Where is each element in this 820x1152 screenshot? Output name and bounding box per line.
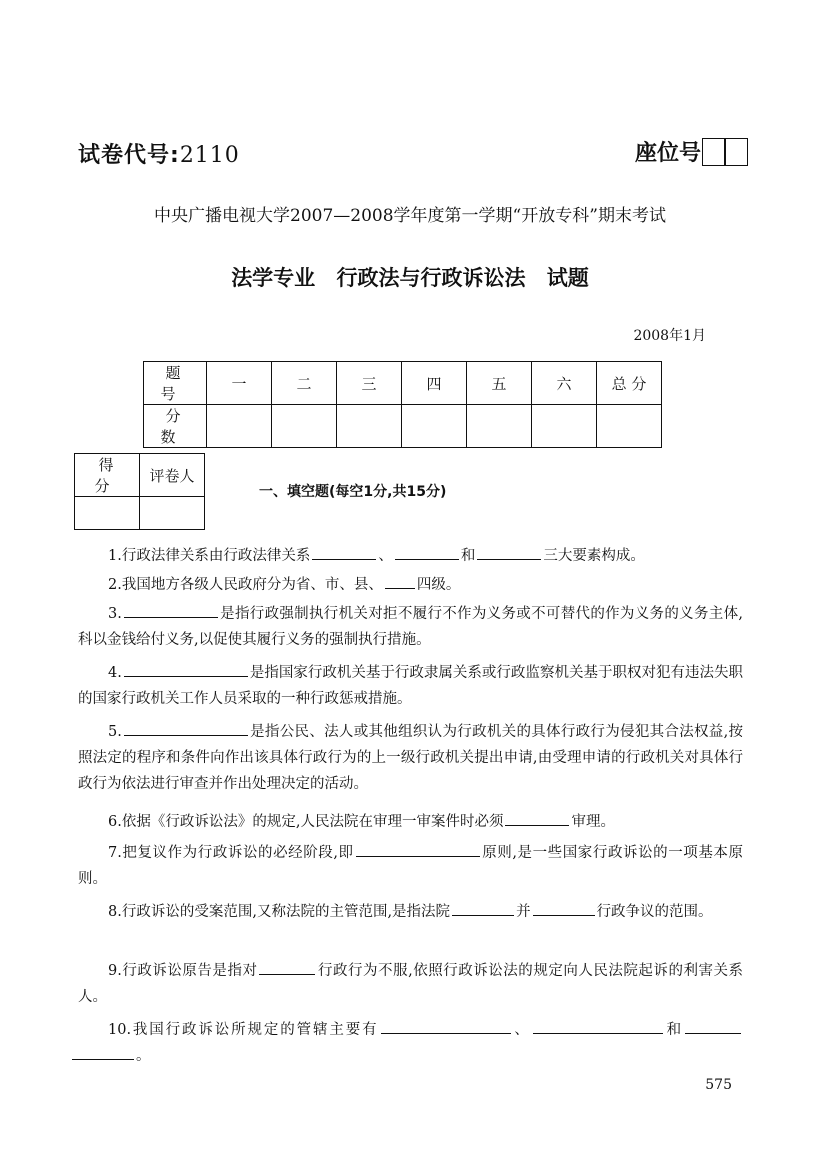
question-text: 6.依据《行政诉讼法》的规定,人民法院在审理一审案件时必须	[108, 814, 504, 830]
score-cell	[207, 405, 272, 448]
question-3	[78, 601, 743, 653]
seat-label: 座位号	[634, 141, 701, 166]
exam-date: 2008年1月	[633, 328, 706, 344]
question-2	[78, 572, 743, 598]
page-number: 575	[705, 1077, 732, 1093]
grader-name-label: 评卷人	[140, 454, 205, 497]
score-header-cell: 三	[337, 362, 402, 405]
paper-code-label: 试卷代号:	[78, 143, 180, 168]
question-text: 、	[378, 548, 393, 564]
score-header-cell: 六	[532, 362, 597, 405]
question-text: 原则,是一些国家行政诉讼的一项基本原则。	[78, 845, 744, 887]
question-text: 三大要素构成。	[543, 548, 645, 564]
question-text: 和	[460, 548, 476, 564]
question-text: 8.行政诉讼的受案范围,又称法院的主管范围,是指法院	[108, 904, 451, 920]
question-text: 9.行政诉讼原告是指对	[108, 963, 258, 979]
score-header-cell: 四	[402, 362, 467, 405]
seat-number	[635, 136, 748, 167]
question-text: 是指国家行政机关基于行政隶属关系或行政监察机关基于职权对犯有违法失职的国家行政机关工作人员采取的一种行政惩戒措施。	[78, 665, 743, 707]
score-table-header-row	[144, 362, 662, 405]
answer-blank	[477, 544, 541, 560]
answer-blank	[685, 1018, 741, 1034]
question-5	[78, 719, 743, 797]
answer-blank	[124, 602, 218, 618]
institution-line: 中央广播电视大学2007—2008学年度第一学期“开放专科”期末考试	[154, 206, 666, 226]
answer-blank	[124, 661, 248, 677]
score-cell	[532, 405, 597, 448]
score-cell	[402, 405, 467, 448]
question-4	[78, 660, 743, 712]
score-table	[143, 361, 662, 448]
section-heading: 一、填空题(每空1分,共15分)	[259, 484, 447, 500]
question-text: 和	[664, 1022, 684, 1038]
seat-box	[702, 138, 726, 166]
question-8	[78, 899, 743, 925]
question-10	[78, 1017, 743, 1069]
answer-blank	[395, 544, 459, 560]
score-header-cell: 总 分	[597, 362, 662, 405]
question-text: 1.行政法律关系由行政法律关系	[108, 548, 311, 564]
question-text: 5.	[108, 724, 122, 740]
grader-table	[74, 453, 205, 530]
question-text: 行政行为不服,依照行政诉讼法的规定向人民法院起诉的利害关系人。	[78, 963, 743, 1005]
answer-blank	[356, 841, 480, 857]
score-row-label: 分 数	[144, 405, 207, 448]
answer-blank	[452, 900, 514, 916]
score-header-cell: 二	[272, 362, 337, 405]
question-text: 10.我国行政诉讼所规定的管辖主要有	[108, 1022, 379, 1038]
question-text: 是指公民、法人或其他组织认为行政机关的具体行政行为侵犯其合法权益,按照法定的程序和条件向作出该具体行政行为的上一级行政机关提出申请,由受理申请的行政机关对具体行政行为依法进行审查并作出处理决定的活动。	[78, 724, 743, 792]
question-text: 四级。	[416, 577, 461, 593]
question-6	[78, 809, 743, 835]
score-header-cell: 题 号	[144, 362, 207, 405]
question-text: 是指行政强制执行机关对拒不履行不作为义务或不可替代的作为义务的义务主体,科以金钱给付义务,以促使其履行义务的强制执行措施。	[78, 606, 743, 648]
answer-blank	[381, 1018, 511, 1034]
answer-blank	[533, 1018, 663, 1034]
grader-score-label: 得 分	[75, 454, 140, 497]
answer-blank	[533, 900, 595, 916]
answer-blank	[72, 1044, 134, 1060]
question-text: 并	[516, 904, 531, 920]
grader-entry-row	[75, 497, 205, 530]
score-header-cell: 一	[207, 362, 272, 405]
grader-score-cell	[75, 497, 140, 530]
score-header-cell: 五	[467, 362, 532, 405]
question-9	[78, 958, 743, 1010]
question-text: 行政争议的范围。	[596, 904, 713, 920]
grader-name-cell	[140, 497, 205, 530]
score-cell	[272, 405, 337, 448]
question-1	[78, 543, 743, 569]
answer-blank	[259, 959, 315, 975]
question-text: 、	[512, 1022, 531, 1038]
question-text: 2.我国地方各级人民政府分为省、市、县、	[108, 577, 383, 593]
paper-code-number: 2110	[179, 143, 240, 168]
question-text: 7.把复议作为行政诉讼的必经阶段,即	[108, 845, 354, 861]
answer-blank	[505, 810, 569, 826]
score-table-score-row	[144, 405, 662, 448]
score-cell	[597, 405, 662, 448]
question-text: 4.	[108, 665, 122, 681]
grader-header-row	[75, 454, 205, 497]
exam-title: 法学专业 行政法与行政诉讼法 试题	[231, 266, 589, 290]
answer-blank	[124, 720, 248, 736]
seat-box	[724, 138, 748, 166]
answer-blank	[312, 544, 376, 560]
answer-blank	[385, 573, 415, 589]
paper-code	[78, 138, 240, 169]
question-text: 。	[136, 1048, 151, 1064]
question-text: 审理。	[571, 814, 615, 830]
score-cell	[467, 405, 532, 448]
seat-boxes	[703, 138, 748, 166]
score-cell	[337, 405, 402, 448]
question-7	[78, 840, 743, 892]
question-text: 3.	[108, 606, 122, 622]
